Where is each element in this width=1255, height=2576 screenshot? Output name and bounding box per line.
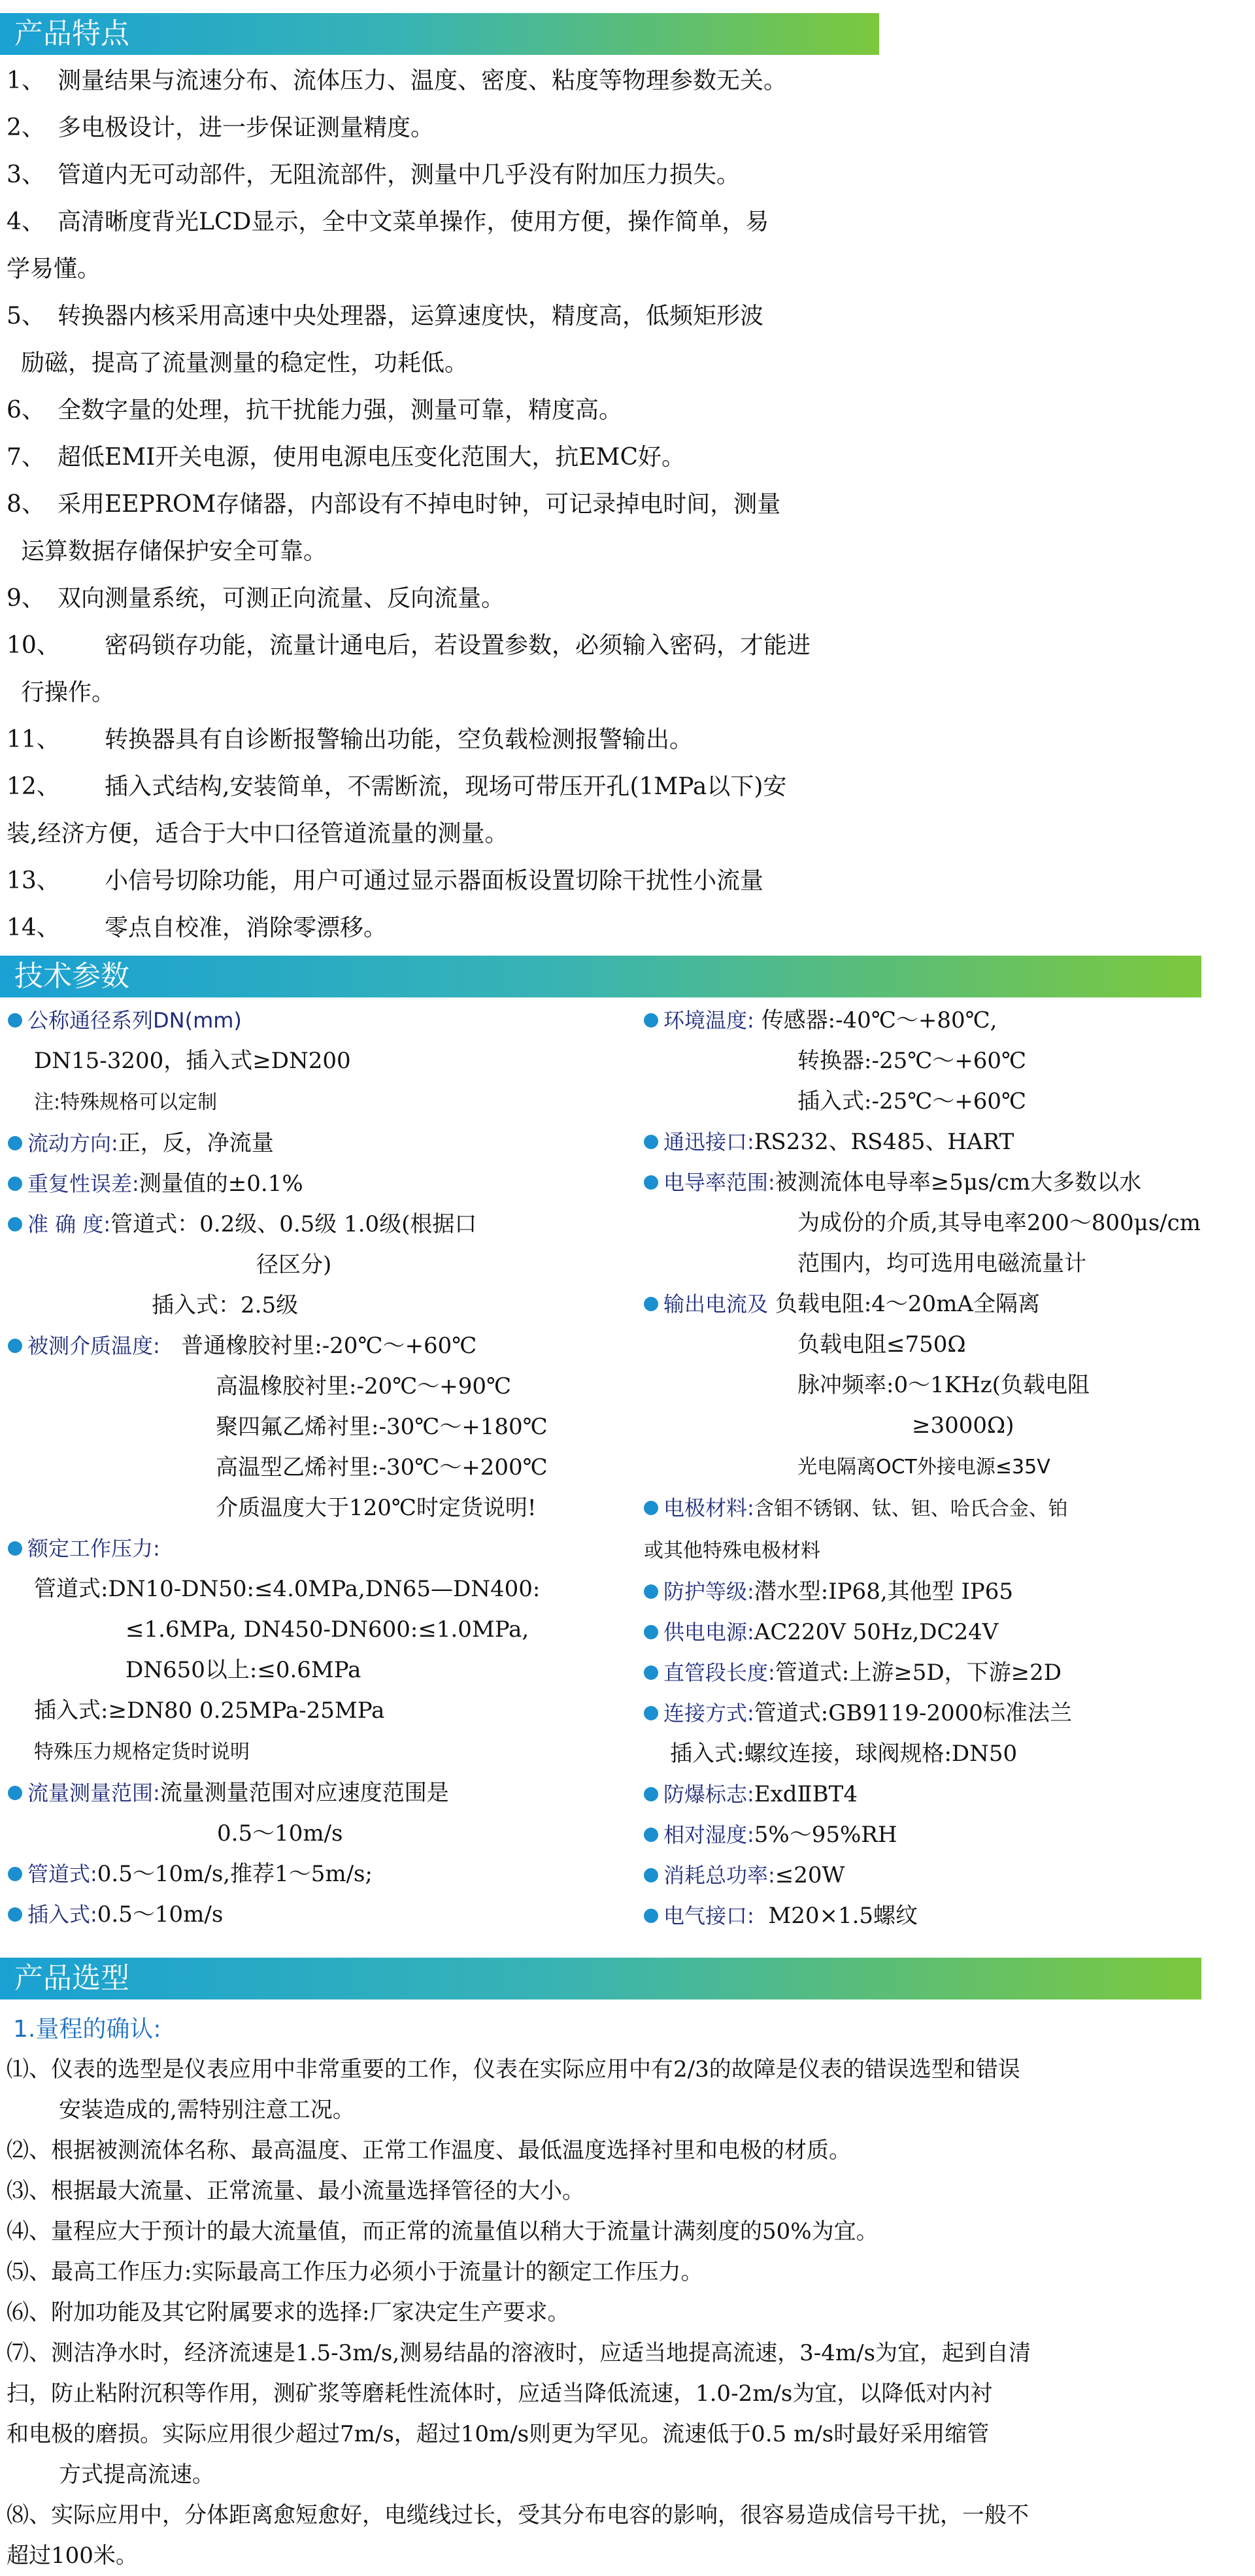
param-repeat-value: 测量值的±0.1% <box>139 1171 303 1197</box>
param-power-label: 供电电源: <box>663 1620 754 1645</box>
param-electrode-label: 电极材料: <box>663 1496 754 1520</box>
selection-line: ⑶、根据最大流量、正常流量、最小流量选择管径的大小。 <box>7 2178 584 2204</box>
feature-item <box>7 293 922 387</box>
feature-text: 小信号切除功能，用户可通过显示器面板设置切除干扰性小流量 <box>105 867 764 894</box>
bullet-icon <box>8 1541 22 1556</box>
bullet-icon <box>644 1175 658 1190</box>
param-protect-label: 防护等级: <box>663 1579 754 1604</box>
param-medtemp-1: 普通橡胶衬里:-20℃～+60℃ <box>181 1333 477 1359</box>
param-connect-value2: 插入式:螺纹连接，球阀规格:DN50 <box>670 1741 1018 1767</box>
param-repeat-label: 重复性误差: <box>27 1171 139 1196</box>
param-humidity-label: 相对湿度: <box>663 1822 754 1847</box>
param-accuracy-value2: 径区分) <box>256 1252 332 1278</box>
feature-number: 7、 <box>7 444 45 471</box>
feature-text: 励磁，提高了流量测量的稳定性，功耗低。 <box>21 350 469 376</box>
param-consumption-label: 消耗总功率: <box>663 1863 775 1888</box>
feature-number: 11、 <box>7 726 60 753</box>
feature-item <box>7 481 922 575</box>
param-connect-label: 连接方式: <box>663 1701 754 1726</box>
feature-item <box>7 105 922 152</box>
section-title-selection: 产品选型 <box>14 1962 129 1995</box>
bullet-icon <box>644 1584 658 1599</box>
feature-text: 超低EMI开关电源，使用电源电压变化范围大，抗EMC好。 <box>58 444 686 471</box>
params-right-column <box>644 1000 1252 1936</box>
param-comm-label: 通迅接口: <box>663 1129 754 1154</box>
param-pressure-1: 管道式:DN10-DN50:≤4.0MPa,DN65—DN400: <box>34 1576 541 1602</box>
feature-number: 3、 <box>7 161 45 188</box>
selection-subheading: 1.量程的确认: <box>13 2016 161 2043</box>
feature-item <box>7 622 922 716</box>
param-elec-label: 电气接口: <box>663 1903 754 1928</box>
features-list <box>7 58 922 952</box>
feature-text: 密码锁存功能，流量计通电后，若设置参数，必须输入密码，才能进 <box>105 632 811 659</box>
selection-line: ⑹、附加功能及其它附属要求的选择:厂家决定生产要求。 <box>7 2300 570 2326</box>
param-range-label: 流量测量范围: <box>27 1781 160 1805</box>
feature-text: 管道内无可动部件，无阻流部件，测量中几乎没有附加压力损失。 <box>58 161 741 188</box>
selection-line: ⑻、实际应用中，分体距离愈短愈好，电缆线过长，受其分布电容的影响，很容易造成信号干扰，一般不 <box>7 2502 1029 2528</box>
bullet-icon <box>644 1787 658 1801</box>
param-range-value: 流量测量范围对应速度范围是 <box>159 1780 449 1806</box>
feature-text: 行操作。 <box>21 679 116 706</box>
param-pressure-2: ≤1.6MPa, DN450-DN600:≤1.0MPa, <box>126 1616 529 1643</box>
feature-number: 2、 <box>7 114 45 141</box>
param-power-value: AC220V 50Hz,DC24V <box>754 1619 999 1645</box>
feature-item <box>7 387 922 434</box>
param-consumption-value: ≤20W <box>775 1862 845 1888</box>
feature-number: 14、 <box>7 914 60 941</box>
param-straight-value: 管道式:上游≥5D，下游≥2D <box>775 1660 1062 1686</box>
feature-number: 4、 <box>7 209 45 235</box>
bullet-icon <box>644 1828 658 1842</box>
feature-text: 装,经济方便，适合于大中口径管道流量的测量。 <box>7 820 509 847</box>
feature-number: 9、 <box>7 585 45 612</box>
section-band-params <box>0 956 1201 997</box>
bullet-icon <box>8 1867 22 1881</box>
feature-number: 10、 <box>7 632 60 659</box>
bullet-icon <box>644 1135 658 1149</box>
bullet-icon <box>8 1177 22 1191</box>
selection-line: ⑵、根据被测流体名称、最高温度、正常工作温度、最低温度选择衬里和电极的材质。 <box>7 2137 851 2164</box>
selection-line: 方式提高流速。 <box>59 2462 214 2488</box>
feature-item <box>7 763 922 858</box>
bullet-icon <box>8 1136 22 1150</box>
param-accuracy-insert: 插入式：2.5级 <box>152 1292 299 1318</box>
param-cond-3: 范围内，均可选用电磁流量计 <box>797 1250 1086 1277</box>
param-medtemp-5: 介质温度大于120℃时定货说明! <box>216 1495 537 1521</box>
param-comm-value: RS232、RS485、HART <box>754 1129 1014 1155</box>
selection-line: ⑺、测洁净水时，经济流速是1.5-3m/s,测易结晶的溶液时，应适当地提高流速，3-4m/s为宜，起到自清 <box>7 2340 1031 2366</box>
param-dn-label: 公称通径系列DN(mm) <box>27 1008 242 1033</box>
feature-item <box>7 434 922 481</box>
feature-text: 运算数据存储保护安全可靠。 <box>21 538 327 565</box>
selection-line: ⑷、量程应大于预计的最大流量值，而正常的流量值以稍大于流量计满刻度的50%为宜。 <box>7 2218 878 2245</box>
bullet-icon <box>8 1786 22 1800</box>
param-output-3: 脉冲频率:0～1KHz(负载电阻 <box>797 1372 1090 1398</box>
feature-item <box>7 152 922 199</box>
selection-line: ⑴、仪表的选型是仪表应用中非常重要的工作，仪表在实际应用中有2/3的故障是仪表的错误选型和错误 <box>7 2056 1020 2083</box>
feature-text: 学易懂。 <box>7 256 101 282</box>
param-straight-label: 直管段长度: <box>663 1660 775 1685</box>
param-accuracy-value: 管道式：0.2级、0.5级 1.0级(根据口 <box>110 1211 477 1237</box>
feature-text: 双向测量系统，可测正向流量、反向流量。 <box>58 585 505 612</box>
feature-number: 8、 <box>7 491 45 518</box>
param-env-3: 插入式:-25℃～+60℃ <box>797 1088 1027 1114</box>
feature-number: 6、 <box>7 397 45 424</box>
feature-text: 全数字量的处理，抗干扰能力强，测量可靠，精度高。 <box>58 397 623 424</box>
feature-item <box>7 905 922 952</box>
bullet-icon <box>644 1013 658 1028</box>
bullet-icon <box>8 1907 22 1922</box>
selection-line: 和电极的磨损。实际应用很少超过7m/s，超过10m/s则更为罕见。流速低于0.5 m/s时最好采用缩管 <box>7 2421 990 2447</box>
feature-text: 高清晰度背光LCD显示，全中文菜单操作，使用方便，操作简单，易 <box>58 209 769 235</box>
selection-line: ⑸、最高工作压力:实际最高工作压力必须小于流量计的额定工作压力。 <box>7 2259 703 2285</box>
feature-item <box>7 716 922 763</box>
section-band-features <box>0 13 879 55</box>
param-cond-1: 被测流体电导率≥5μs/cm大多数以水 <box>775 1169 1142 1196</box>
param-pipe-label: 管道式: <box>27 1862 97 1886</box>
param-env-label: 环境温度: <box>663 1008 754 1033</box>
param-env-1: 传感器:-40℃～+80℃, <box>761 1007 997 1033</box>
param-electrode-value: 含钼不锈钢、钛、钽、哈氏合金、铂 <box>754 1497 1068 1520</box>
param-elec-value: M20×1.5螺纹 <box>768 1903 918 1929</box>
param-dn-value: DN15-3200，插入式≥DN200 <box>34 1048 351 1074</box>
section-title-params: 技术参数 <box>14 960 129 993</box>
bullet-icon <box>644 1297 658 1311</box>
param-range-value2: 0.5～10m/s <box>217 1820 343 1847</box>
selection-line: 安装造成的,需特别注意工况。 <box>59 2097 355 2123</box>
selection-list <box>7 2049 1242 2576</box>
param-medtemp-label: 被测介质温度: <box>27 1333 160 1358</box>
bullet-icon <box>8 1339 22 1353</box>
param-insert-label: 插入式: <box>27 1902 97 1927</box>
bullet-icon <box>644 1706 658 1720</box>
param-output-4: ≥3000Ω) <box>912 1413 1014 1439</box>
param-cond-2: 为成份的介质,其导电率200～800μs/cm <box>797 1210 1201 1236</box>
param-explosion-label: 防爆标志: <box>663 1782 754 1807</box>
param-env-2: 转换器:-25℃～+60℃ <box>797 1048 1027 1074</box>
feature-number: 12、 <box>7 773 60 800</box>
feature-item <box>7 199 922 293</box>
param-cond-label: 电导率范围: <box>663 1170 775 1195</box>
section-title-features: 产品特点 <box>14 17 129 50</box>
feature-text: 零点自校准，消除零漂移。 <box>105 914 388 941</box>
bullet-icon <box>8 1013 22 1028</box>
param-insert-value: 0.5～10m/s <box>97 1901 224 1928</box>
param-medtemp-3: 聚四氟乙烯衬里:-30℃～+180℃ <box>216 1414 548 1440</box>
bullet-icon <box>644 1909 658 1923</box>
param-pipe-value: 0.5～10m/s,推荐1～5m/s; <box>97 1861 373 1887</box>
param-humidity-value: 5%～95%RH <box>754 1822 897 1848</box>
selection-line: 扫，防止粘附沉积等作用，测矿浆等磨耗性流体时，应适当降低流速，1.0-2m/s为宜，以降低对内衬 <box>7 2381 993 2407</box>
param-pressure-note: 特殊压力规格定货时说明 <box>34 1741 250 1764</box>
bullet-icon <box>8 1217 22 1231</box>
feature-number: 1、 <box>7 67 45 94</box>
param-flowdir-value: 正，反，净流量 <box>118 1130 274 1156</box>
feature-text: 转换器内核采用高速中央处理器，运算速度快，精度高，低频矩形波 <box>58 303 764 329</box>
feature-text: 测量结果与流速分布、流体压力、温度、密度、粘度等物理参数无关。 <box>58 67 788 94</box>
param-medtemp-4: 高温型乙烯衬里:-30℃～+200℃ <box>216 1454 548 1480</box>
feature-text: 转换器具有自诊断报警输出功能，空负载检测报警输出。 <box>105 726 694 753</box>
section-band-selection <box>0 1958 1201 1999</box>
feature-text: 插入式结构,安装简单，不需断流，现场可带压开孔(1MPa以下)安 <box>105 773 787 800</box>
feature-item <box>7 58 922 105</box>
param-output-5: 光电隔离OCT外接电源≤35V <box>797 1456 1050 1479</box>
param-protect-value: 潜水型:IP68,其他型 IP65 <box>754 1579 1014 1605</box>
param-output-label: 输出电流及 <box>663 1292 769 1316</box>
selection-line: 超过100米。 <box>7 2543 138 2569</box>
feature-item <box>7 858 922 905</box>
params-left-column <box>8 1000 635 1935</box>
param-pressure-3: DN650以上:≤0.6MPa <box>126 1657 361 1683</box>
param-output-1: 负载电阻:4～20mA全隔离 <box>775 1291 1040 1317</box>
param-connect-value: 管道式:GB9119-2000标准法兰 <box>754 1700 1072 1726</box>
param-flowdir-label: 流动方向: <box>27 1131 118 1156</box>
bullet-icon <box>644 1665 658 1680</box>
feature-item <box>7 575 922 622</box>
param-accuracy-label: 准 确 度: <box>27 1212 111 1237</box>
param-pressure-4: 插入式:≥DN80 0.25MPa-25MPa <box>34 1698 385 1724</box>
param-explosion-value: ExdⅡBT4 <box>754 1781 858 1807</box>
param-pressure-label: 额定工作压力: <box>27 1536 160 1561</box>
feature-number: 5、 <box>7 303 45 329</box>
bullet-icon <box>644 1868 658 1882</box>
feature-text: 多电极设计，进一步保证测量精度。 <box>58 114 435 141</box>
param-dn-note: 注:特殊规格可以定制 <box>34 1091 218 1114</box>
feature-text: 采用EEPROM存储器，内部设有不掉电时钟，可记录掉电时间，测量 <box>58 491 781 518</box>
bullet-icon <box>644 1625 658 1639</box>
bullet-icon <box>644 1501 658 1515</box>
param-medtemp-2: 高温橡胶衬里:-20℃～+90℃ <box>216 1373 512 1399</box>
param-electrode-value2: 或其他特殊电极材料 <box>644 1539 820 1562</box>
param-output-2: 负载电阻≤750Ω <box>797 1331 966 1358</box>
feature-number: 13、 <box>7 867 60 894</box>
